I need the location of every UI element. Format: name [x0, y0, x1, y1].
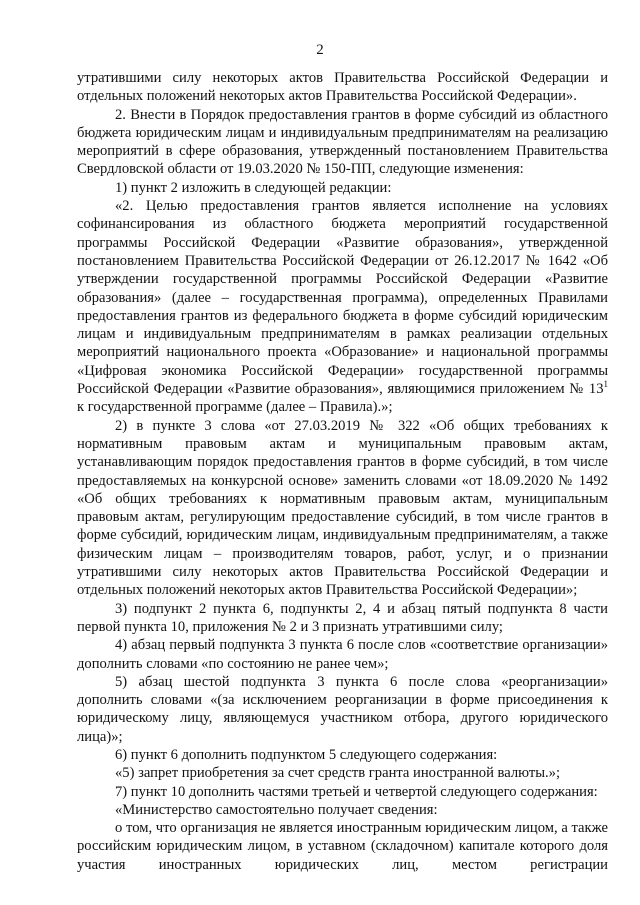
- superscript: 1: [603, 379, 608, 390]
- paragraph-text: к государственной программе (далее – Правила).»;: [77, 399, 393, 416]
- paragraph: утратившими силу некоторых актов Правительства Российской Федерации и отдельных положений некоторых актов Правительства Российской Федерации».: [77, 70, 608, 105]
- document-body: [77, 69, 608, 874]
- paragraph: 5) абзац шестой подпункта 3 пункта 6 после слова «реорганизации» дополнить словами «(за исключением реорганизации в форме присоединения к юридическому лицу, являющемуся участником отбора, другого юридического лица)»;: [77, 673, 608, 745]
- paragraph-text: «2. Целью предоставления грантов является исполнение на условиях софинансирования из областного бюджета мероприятий государственной программы Российской Федерации «Развитие образования», утвержденной постановлением Правительства Российской Федерации от 26.12.2017 № 1642 «Об утверждении государственной программы Российской Федерации «Развитие образования» (далее – государственная программа), определенных Правилами предоставления грантов из федерального бюджета в форме субсидий юридическим лицам и индивидуальным предпринимателям в рамках реализации отдельных мероприятий национального проекта «Образование» и национальной программы «Цифровая экономика Российской Федерации» государственной программы Российской Федерации «Развитие образования», являющимися приложением № 13: [77, 198, 608, 398]
- paragraph: [77, 197, 608, 417]
- paragraph: 3) подпункт 2 пункта 6, подпункты 2, 4 и абзац пятый подпункта 8 части первой пункта 10, приложения № 2 и 3 признать утратившими силу;: [77, 600, 608, 635]
- page-number: 2: [316, 42, 324, 58]
- paragraph: 4) абзац первый подпункта 3 пункта 6 после слов «соответствие организации» дополнить словами «по состоянию не ранее чем»;: [77, 637, 608, 672]
- paragraph: «Министерство самостоятельно получает сведения:: [115, 801, 438, 818]
- paragraph: 7) пункт 10 дополнить частями третьей и четвертой следующего содержания:: [115, 783, 598, 800]
- paragraph: 2. Внести в Порядок предоставления грантов в форме субсидий из областного бюджета юридическим лицам и индивидуальным предпринимателям на реализацию мероприятий в сфере образования, утвержденный постановлением Правительства Свердловской области от 19.03.2020 № 150-ПП, следующие изменения:: [77, 106, 608, 178]
- paragraph: о том, что организация не является иностранным юридическим лицом, а также российским юридическим лицом, в уставном (складочном) капитале которого доля участия иностранных юридических лиц, местом регистрации: [77, 820, 608, 873]
- paragraph: 6) пункт 6 дополнить подпунктом 5 следующего содержания:: [115, 746, 498, 763]
- paragraph: «5) запрет приобретения за счет средств гранта иностранной валюты.»;: [115, 765, 561, 782]
- paragraph: 1) пункт 2 изложить в следующей редакции:: [115, 179, 392, 196]
- paragraph: 2) в пункте 3 слова «от 27.03.2019 № 322 «Об общих требованиях к нормативным правовым актам и муниципальным правовым актам, устанавливающим порядок предоставления грантов в форме субсидий, в том числе предоставляемых на конкурсной основе» заменить словами «от 18.09.2020 № 1492 «Об общих требованиях к нормативным правовым актам, муниципальным правовым актам, регулирующим предоставление субсидий, в том числе грантов в форме субсидий, юридическим лицам, индивидуальным предпринимателям, а также физическим лицам – производителям товаров, работ, услуг, и о признании утратившими силу некоторых актов Правительства Российской Федерации и отдельных положений некоторых актов Правительства Российской Федерации»;: [77, 417, 608, 599]
